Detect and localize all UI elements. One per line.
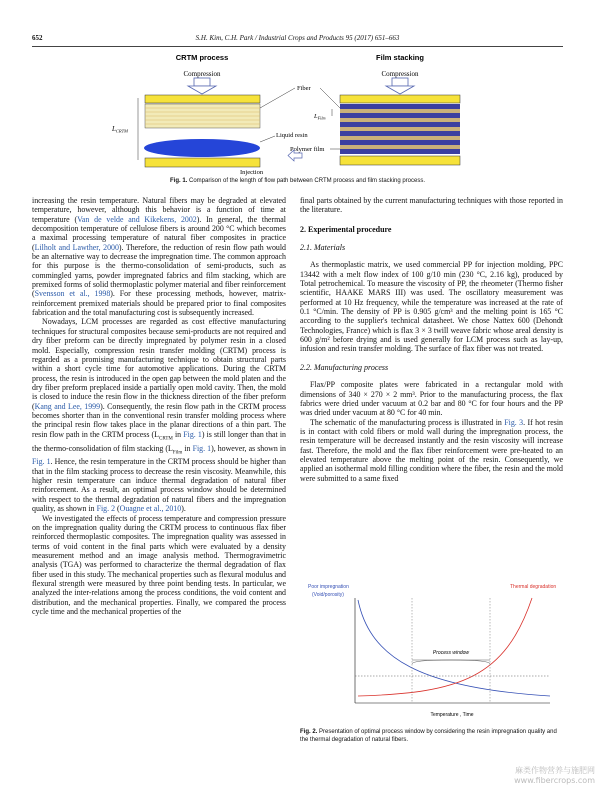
compression-arrow-right [386,78,414,94]
manufacturing-paragraph-1: Flax/PP composite plates were fabricated in a rectangular mold with dimensions of 340 × 270 × 2 mm³. Prior to the manufacturing process, the flax fabrics were dried under vacuum at 0.2 bar and 80 °C for four hours and the PP was dried under vacuum at 80 °C for 40 min. [300,380,563,418]
section-heading-2: 2. Experimental procedure [300,224,392,234]
header-rule [32,46,563,47]
fig2-x-label: Temperature , Time [430,712,474,718]
ref-link[interactable]: Kang and Lee, 1999 [34,401,101,411]
film-mold-top [340,95,460,103]
compression-arrow-left [188,78,216,94]
fig2-left-label: Poor impregnation [308,584,349,590]
left-paragraph-2: Nowadays, LCM processes are regarded as cost effective manufacturing techniques for structural composites because semi-products are not required and dry fiber preform can be directly impregnated by polymer resin in a closed mold. Especially, compression resin transfer molding (CRTM) process is regarded as a promising manufacturing technique to obtain structural parts within a short cycle time for automotive applications. During the CRTM process, the resin is introduced in the open gap between the mold platen and the dry fiber preform preplaced inside a partially open mold cavity. Then, the mold is closed to induce the resin flow in the thickness direction of the fiber preform (Kang and Lee, 1999). Consequently, the resin flow path in the CRTM process becomes shorter than in the conventional resin transfer molding process where the principal resin flow takes place in the planar directions of a thin part. The resin flow path in the CRTM process ($L_{CRTM}$ in Fig. 1) is still longer than that in the thermo-consolidation of film stacking ($L_{Film}$ in Fig. 1), however, as shown in Fig. 1. Hence, the resin temperature in the CRTM process should be higher than that in the film stacking process to decrease the resin viscosity. Meanwhile, this higher resin temperature can induce thermal degradation of natural fiber reinforcement. As a result, an optimal process window should be determined with respect to the thermal degradation of natural fibers and the impregnation quality, as shown in Fig. 2 (Ouagne et al., 2010). [32,317,287,514]
fig2-right-label: Thermal degradation [510,584,557,590]
running-title: S.H. Kim, C.H. Park / Industrial Crops and Products 95 (2017) 651–663 [195,34,400,42]
film-stack-layers [340,104,460,154]
running-header [32,34,563,46]
film-mold-bottom [340,156,460,165]
fig2-window-label: Process window [432,650,470,656]
figure-2 [300,578,563,728]
fig-link[interactable]: Fig. 2 [96,504,116,514]
ref-link[interactable]: Svensson et al., 1998 [34,289,111,299]
crtm-mold-bottom [145,158,260,167]
fig-link[interactable]: Fig. 1 [183,429,202,439]
subsection-heading-2-1: 2.1. Materials [300,243,346,253]
watermark: 麻类作物营养与施肥网 www.fibercrops.com [514,766,595,785]
fig1-compression-left: Compression [183,70,221,78]
page-number: 652 [32,34,43,42]
fig2-window-brace [412,660,490,664]
crtm-mold-top [145,95,260,103]
fig1-liquid-resin-label: Liquid resin [276,132,308,139]
crtm-liquid-resin [144,139,260,157]
figure-1-diagram [110,52,495,176]
left-column [32,196,286,616]
fig2-impregnation-curve [358,600,550,696]
fig-link[interactable]: Fig. 1 [192,443,212,453]
right-paragraph-0: final parts obtained by the current manufacturing techniques with those reported in the literature. [300,196,563,215]
subsection-heading-2-2: 2.2. Manufacturing process [300,362,389,372]
fig1-title-left: CRTM process [175,53,229,62]
fig1-compression-right: Compression [381,70,419,78]
figure-1 [110,52,495,176]
fig1-injection-label: Injection [240,169,264,176]
ref-link[interactable]: Van de velde and Kikekens, 2002 [77,214,197,224]
fig1-fiber-label: Fiber [297,85,311,92]
manufacturing-paragraph-2: The schematic of the manufacturing process is illustrated in Fig. 3. If hot resin is in contact with cold fibers or mold wall during the impregnation process, the resin temperature will be decreased instantly and the resin viscosity will increase fast. Therefore, the mold and the flax fiber reinforcement were pre-heated to an elevated temperature above the melting point of the resin. Consequently, we applied an isothermal mold filling condition where the fiber, the resin and the mold were submitted to a same fixed [300,417,563,483]
fig2-degradation-curve [358,598,532,696]
right-column [300,196,563,483]
ref-link[interactable]: Ouagne et al., 2010 [119,504,182,514]
ref-link[interactable]: Lilholt and Lawther, 2000 [34,242,119,252]
fig2-left-label2: (Void/porosity) [312,592,344,598]
figure-2-caption: Fig. 2. Presentation of optimal process window by considering the resin impregnation quality and the thermal degradation of natural fibers. [300,729,557,743]
left-paragraph-3: We investigated the effects of process temperature and compression pressure on the impregnation quality during the CRTM process to continuous flax fiber reinforced thermoplastic composites. The impregnation quality was assessed in terms of void content in the final parts which were evaluated by a density measurement method and an image analysis method. Thermogravimetric analysis (TGA) was performed to characterize the thermal degradation of flax fiber used in this study. The mechanical properties such as flexural modulus and flexural strength were measured by three point bending tests. In particular, we analyzed the inter-relations among the process conditions, the void content and distribution, and the mechanical properties. Finally, we compared the process cycle time and the mechanical properties of the [32,513,286,616]
fig-link[interactable]: Fig. 1 [32,457,51,467]
fig-link[interactable]: Fig. 3 [504,417,524,427]
figure-2-diagram [300,578,563,728]
fig1-polymer-film-label: Polymer film [290,146,325,153]
l-crtm-label: $L_{CRTM}$ [112,125,128,134]
fig1-title-right: Film stacking [376,53,424,62]
figure-1-caption: Fig. 1. Comparison of the length of flow path between CRTM process and film stacking process. [169,178,426,184]
l-film-label: $L_{Film}$ [314,113,326,121]
materials-paragraph: As thermoplastic matrix, we used commercial PP for injection molding, PPC 13442 with a melt flow index of 100 g/10 min (230 °C, 2.16 kg), produced by Total petrochemical. To measure the viscosity of PP, the rheometer (Thermo fisher scientific, HAAKE MARS III) was used. The oscillatory measurement was performed at 10 Hz frequency, while the temperature was increased at the rate of 0.1 °C/min. The density of PP is 0.905 g/cm³ and the melting point is 165 °C according to the supplier's technical datasheet. We chose Nattex 600 (Dehondt Technologies, France) which is flax 3 × 3 twill weave fabric whose areal density is 600 g/m² before drying and is used generally for LCM process such as lay-up, infusion and resin transfer molding. The surface of flax fiber was not treated. [300,260,563,354]
left-paragraph-1: increasing the resin temperature. Natural fibers may be degraded at elevated temperature, however, although this behavior is a function of time at temperature (Van de velde and Kikekens, 2002). In general, the thermal decomposition temperature of cellulose fibers is around 200 °C which becomes a maximal processing temperature of natural fiber composites in practice (Lilholt and Lawther, 2000). Therefore, the reduction of resin flow path would be an alternative way to decrease the impregnation time. The common approach for this purpose is the thermo-consolidation of semi-products, such as commingled yarns, powder impregnated fabrics and film stacking, which are premixed forms of solid thermoplastic polymer material and fiber reinforcement (Svensson et al., 1998). For these processing methods, however, matrix-reinforcement premixed materials should be prepared prior to final composites fabrication and the total manufacturing cost is subsequently increased. [32,196,286,318]
